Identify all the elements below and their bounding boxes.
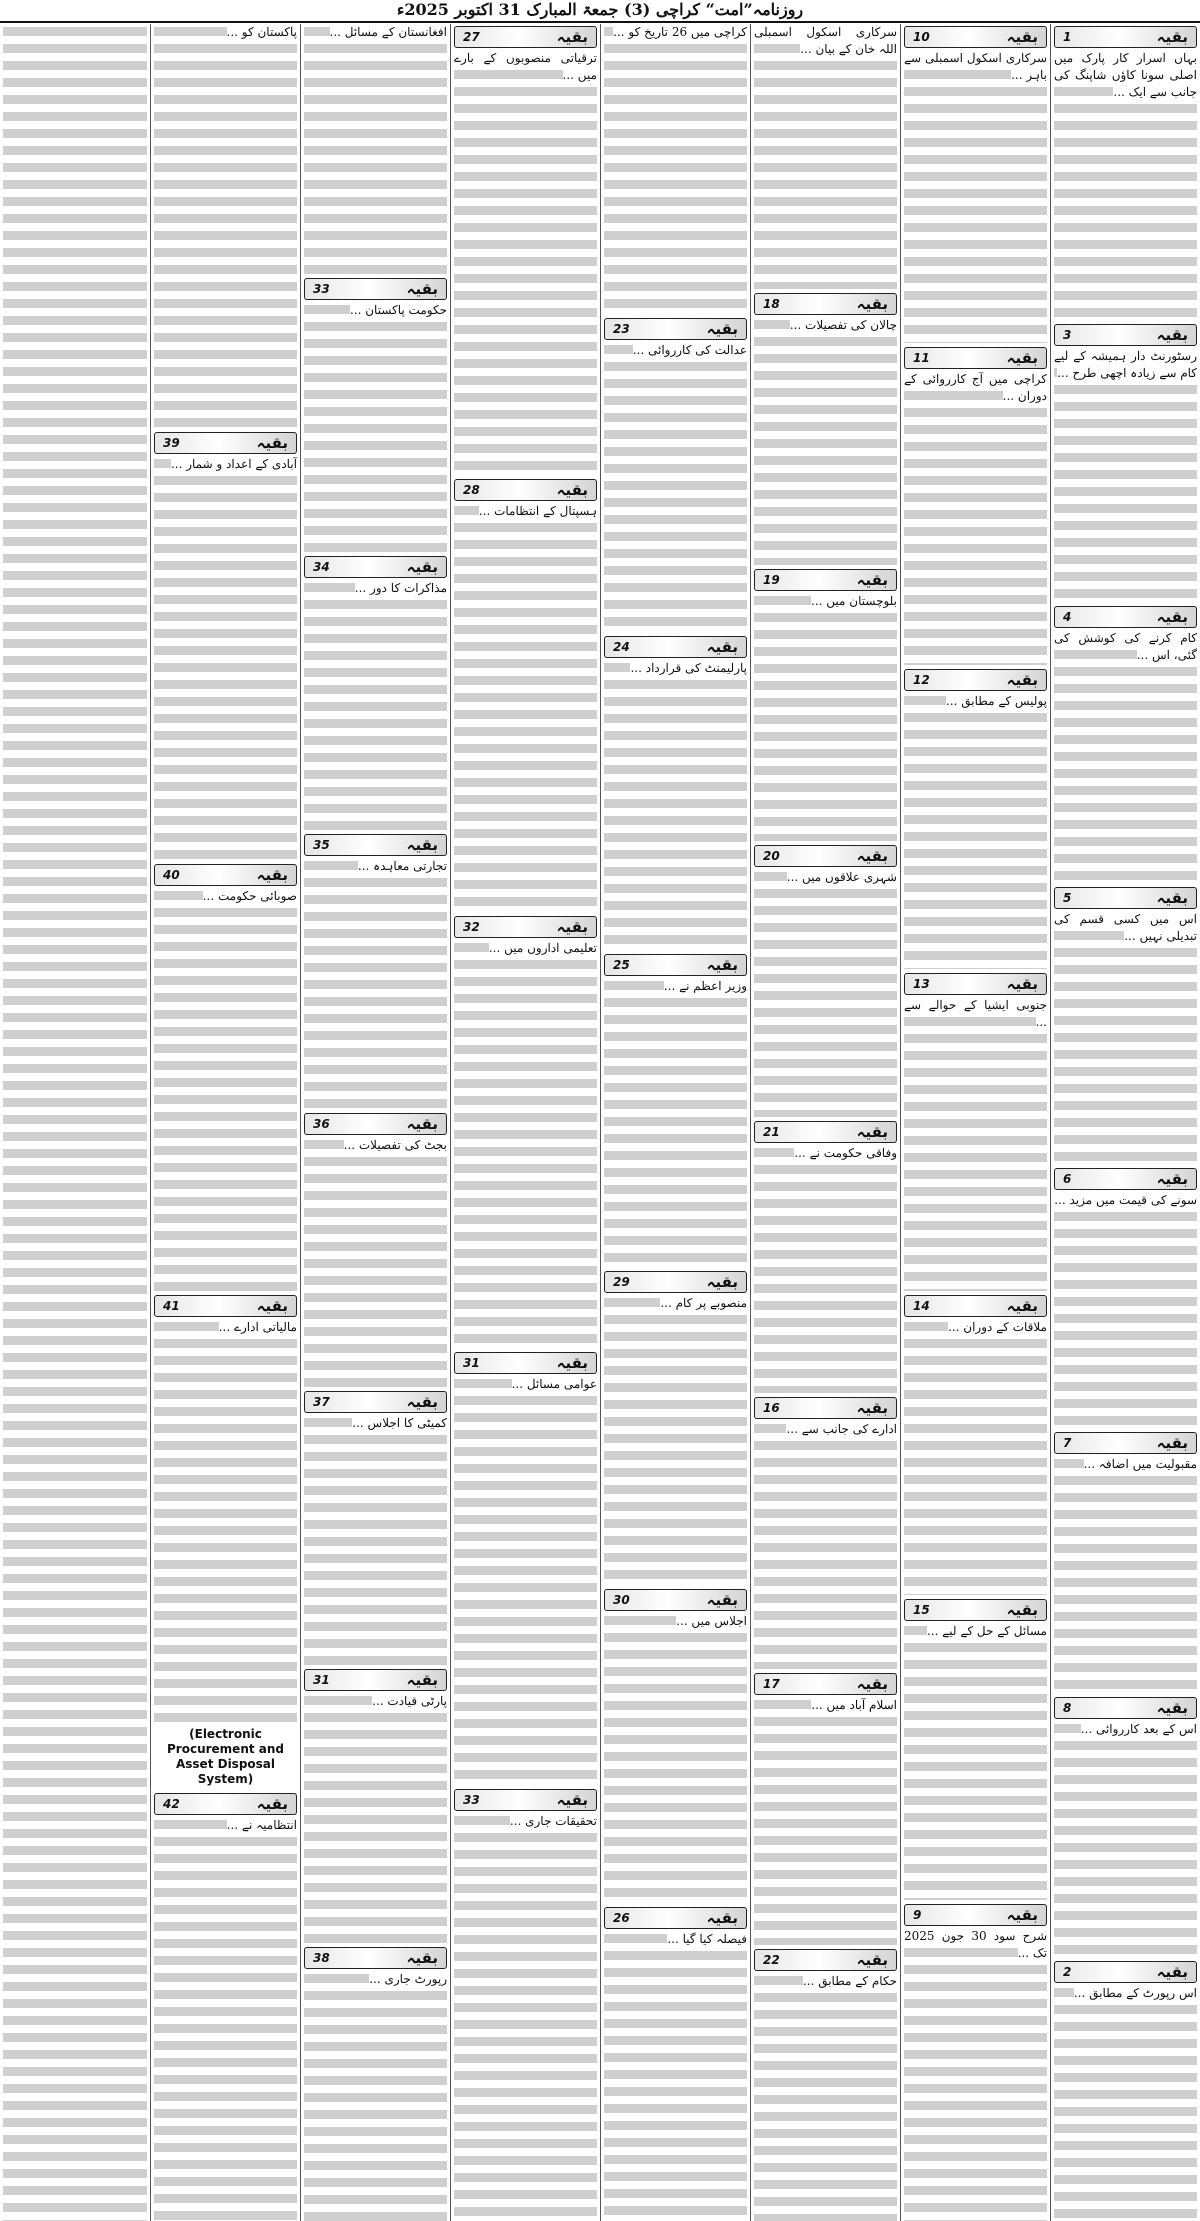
continuation-label: بقیہ [406,558,438,577]
continuation-number: 33 [313,282,330,297]
continuation-label: بقیہ [556,28,588,46]
continuation-header [904,1904,1047,1926]
continuation-label: بقیہ [856,295,888,313]
continuation-label: بقیہ [706,637,738,656]
continuation-article [904,1293,1047,1595]
continuation-article [304,276,447,552]
continuation-header [154,1295,297,1317]
article-body [1054,911,1197,1164]
article-text: ترقیاتی منصوبوں کے بارے میں ... [454,51,597,82]
article-body [1054,1985,1197,2221]
article-body [604,660,747,950]
continuation-number: 6 [1063,1172,1072,1186]
continuation-article [454,1350,597,1784]
continuation-label: بقیہ [556,1354,588,1373]
continuation-number: 36 [313,1116,330,1131]
continuation-number: 20 [763,849,780,863]
article-text: اس کے بعد کارروائی ... [1080,1721,1197,1736]
newspaper-page [0,24,1200,2221]
continuation-number: 8 [1063,1700,1072,1715]
article-text: ہسپتال کے انتظامات ... [478,504,597,519]
continuation-article [304,554,447,830]
continuation-label: بقیہ [556,481,588,500]
article-text: بجٹ کی تفصیلات ... [343,1137,447,1152]
continuation-header [1054,887,1197,909]
continuation-label: بقیہ [1156,1170,1188,1188]
article-body [604,978,747,1268]
continuation-label: بقیہ [256,433,288,452]
continuation-label: بقیہ [1156,1698,1188,1717]
continuation-header [1054,26,1197,48]
continuation-header [304,1947,447,1969]
continuation-article [604,634,747,950]
continuation-article [904,971,1047,1290]
article-body [604,1613,747,1903]
continuation-number: 37 [313,1394,330,1409]
continuation-article [454,1787,597,2221]
article-text: ملاقات کے دوران ... [948,1319,1047,1334]
continuation-label: بقیہ [406,1670,438,1689]
article-body [454,940,597,1348]
article-body [904,693,1047,969]
continuation-label: بقیہ [406,1948,438,1967]
continuation-header [454,916,597,938]
continuation-header [604,636,747,658]
continuation-number: 41 [163,1299,180,1314]
masthead-title: روزنامہ”امت“ کراچی (3) جمعۃ المبارک 31 اکتوبر 2025ء [396,0,804,19]
continuation-article [604,1587,747,1903]
continuation-header [604,318,747,340]
article-body [904,1319,1047,1595]
article-body [754,593,897,841]
continuation-number: 40 [163,867,180,882]
article-body [604,1931,747,2221]
continuation-number: 25 [613,957,630,972]
continuation-label: بقیہ [1156,326,1188,345]
article-text: پارٹی قیادت ... [372,1693,447,1708]
article-body [604,342,747,632]
continuation-article [1054,604,1197,883]
continuation-number: 4 [1063,609,1072,624]
article-body [154,1817,297,2221]
continuation-article [1054,1695,1197,1957]
article-body [1054,1192,1197,1428]
article-text: جنوبی ایشیا کے حوالے سے ... [904,998,1047,1030]
continuation-number: 42 [163,1797,180,1812]
article-body [3,24,147,2221]
continuation-number: 39 [163,435,180,450]
article-text: مقبولیت میں اضافہ ... [1083,1457,1197,1472]
continuation-label: بقیہ [856,1123,888,1141]
continuation-header [1054,1961,1197,1983]
continuation-article [754,843,897,1117]
continuation-label: بقیہ [406,1114,438,1133]
continuation-number: 7 [1063,1436,1072,1451]
continuation-number: 11 [913,351,930,366]
news-column [900,24,1050,2221]
continuation-header [604,954,747,976]
article-text: اسلام آباد میں ... [811,1698,897,1712]
continuation-header [604,1271,747,1293]
continuation-header [1054,1432,1197,1454]
continuation-number: 15 [913,1603,930,1618]
article-body [304,1693,447,1943]
article-body [454,1376,597,1784]
article-body [754,1697,897,1945]
continuation-article [904,1902,1047,2221]
continuation-article [1054,24,1197,320]
continuation-article [304,24,447,274]
article-body [1054,1456,1197,1692]
continuation-label: بقیہ [406,280,438,299]
continuation-number: 5 [1063,890,1072,905]
continuation-label: بقیہ [1006,1905,1038,1924]
article-body [754,1421,897,1669]
continuation-article [1054,322,1197,601]
continuation-label: بقیہ [256,865,288,884]
article-text: پاکستان کو ... [226,25,297,39]
article-text: تجارتی معاہدہ ... [357,859,447,874]
continuation-label: بقیہ [706,1591,738,1610]
continuation-label: بقیہ [1006,28,1038,46]
article-body [454,1813,597,2221]
continuation-label: بقیہ [556,917,588,936]
article-body [604,1295,747,1585]
continuation-number: 23 [613,321,630,336]
article-text: کراچی میں آج کارروائی کے دوران ... [904,372,1047,404]
article-text: افغانستان کے مسائل ... [329,25,447,39]
continuation-header [754,1397,897,1419]
continuation-header [1054,324,1197,346]
continuation-label: بقیہ [1156,888,1188,907]
continuation-article [604,1269,747,1585]
article-body [1054,630,1197,883]
news-column [450,24,600,2221]
article-body [904,1928,1047,2221]
news-column [1050,24,1200,2221]
article-body [1054,348,1197,601]
article-text: انتظامیہ نے ... [226,1818,297,1833]
article-text: کمیٹی کا اجلاس ... [352,1415,447,1430]
article-text: وفاقی حکومت نے ... [794,1146,897,1160]
continuation-number: 13 [913,977,930,992]
continuation-number: 34 [313,560,330,575]
continuation-number: 30 [613,1593,630,1608]
continuation-article [304,1111,447,1387]
article-body [154,456,297,860]
continuation-label: بقیہ [1156,1962,1188,1981]
continuation-label: بقیہ [256,1795,288,1814]
continuation-label: بقیہ [556,1790,588,1809]
continuation-label: بقیہ [856,1675,888,1693]
continuation-label: بقیہ [1006,975,1038,994]
article-text: مسائل کے حل کے لیے ... [926,1624,1047,1639]
news-column [750,24,900,2221]
article-text: صوبائی حکومت ... [202,888,297,903]
article-text: آبادی کے اعداد و شمار ... [170,456,297,471]
article-body [304,1971,447,2221]
article-text: مالیاتی ادارے ... [218,1320,297,1335]
article-body [304,858,447,1108]
continuation-header [454,479,597,501]
article-text: اس میں کسی قسم کی تبدیلی نہیں ... [1054,911,1197,943]
continuation-article [904,345,1047,664]
continuation-header [304,278,447,300]
continuation-number: 1 [1063,30,1072,44]
article-body [304,302,447,552]
continuation-header [304,1669,447,1691]
article-body [754,24,897,289]
continuation-article [154,862,297,1292]
article-body [454,50,597,475]
continuation-article [754,1947,897,2221]
continuation-label: بقیہ [1006,670,1038,689]
article-text: وزیر اعظم نے ... [663,978,747,993]
news-column [150,24,300,2221]
article-text: مذاکرات کا دور ... [354,581,447,596]
article-text: عوامی مسائل ... [511,1377,597,1392]
continuation-label: بقیہ [706,1273,738,1292]
continuation-article [604,1905,747,2221]
continuation-article [604,316,747,632]
article-text: حکومت پاکستان ... [349,303,447,318]
continuation-header [1054,606,1197,628]
continuation-header [1054,1697,1197,1719]
continuation-number: 26 [613,1911,630,1926]
article-body [754,869,897,1117]
continuation-label: بقیہ [1006,349,1038,368]
continuation-number: 19 [763,573,780,587]
continuation-label: بقیہ [706,1909,738,1928]
article-body [304,1137,447,1387]
continuation-article [904,667,1047,969]
masthead-divider [0,21,1200,23]
continuation-number: 38 [313,1950,330,1965]
article-text: پولیس کے مطابق ... [945,693,1047,708]
continuation-label: بقیہ [1156,607,1188,626]
continuation-header [754,845,897,867]
continuation-label: بقیہ [856,1399,888,1417]
continuation-header [754,1673,897,1695]
article-body [754,317,897,565]
continuation-header [904,1599,1047,1621]
continuation-number: 17 [763,1677,780,1691]
news-column [0,24,150,2221]
news-column [300,24,450,2221]
english-inline-term: (Electronic Procurement and Asset Disposal System) [154,1725,297,1789]
article-text: شرح سود 30 جون 2025 تک ... [904,1928,1047,1960]
article-body [604,24,747,314]
continuation-label: بقیہ [706,319,738,338]
continuation-label: بقیہ [256,1297,288,1316]
continuation-header [304,1113,447,1135]
article-body [1054,50,1197,320]
article-body [304,24,447,274]
continuation-header [1054,1168,1197,1190]
article-text: سرکاری اسکول اسمبلی سے باہر ... [904,51,1047,82]
continuation-article [904,24,1047,343]
continuation-header [604,1589,747,1611]
article-body [154,888,297,1292]
article-body [454,503,597,911]
continuation-number: 16 [763,1401,780,1415]
continuation-header [904,1295,1047,1317]
continuation-article [1054,885,1197,1164]
continuation-article [754,1671,897,1945]
article-body [154,24,297,428]
continuation-article [304,1667,447,1943]
continuation-number: 29 [613,1275,630,1290]
continuation-number: 32 [463,919,480,934]
continuation-header [904,973,1047,995]
continuation-number: 21 [763,1125,780,1139]
continuation-article [454,24,597,475]
continuation-header [754,1121,897,1143]
continuation-label: بقیہ [406,836,438,855]
article-body [304,580,447,830]
continuation-number: 31 [463,1356,480,1371]
article-text: اجلاس میں ... [676,1614,747,1629]
continuation-header [154,1793,297,1815]
article-body [904,997,1047,1290]
article-text: ادارے کی جانب سے ... [786,1422,897,1436]
continuation-header [154,432,297,454]
continuation-number: 22 [763,1953,780,1967]
continuation-article [754,291,897,565]
continuation-article [754,1395,897,1669]
continuation-article [154,1791,297,2221]
continuation-header [304,1391,447,1413]
article-text: تحقیقات جاری ... [509,1813,597,1828]
continuation-header [904,669,1047,691]
article-text: رسٹورنٹ دار ہمیشہ کے لیے کام سے زیادہ اچھی طرح ... [1054,349,1197,381]
continuation-label: بقیہ [1006,1296,1038,1315]
continuation-article [604,952,747,1268]
continuation-label: بقیہ [856,571,888,589]
continuation-header [454,1352,597,1374]
continuation-article [454,477,597,911]
continuation-number: 28 [463,483,480,498]
article-text: سرکاری اسکول اسمبلی اللہ خان کے بیان ... [754,25,897,56]
continuation-header [754,293,897,315]
continuation-article [304,1389,447,1665]
continuation-number: 33 [463,1792,480,1807]
continuation-article [1054,1430,1197,1692]
article-text: فیصلہ کیا گیا ... [667,1932,747,1947]
continuation-header [454,26,597,48]
continuation-article [154,1293,297,1723]
article-text: اس رپورٹ کے مطابق ... [1073,1985,1197,2000]
continuation-article [904,1597,1047,1899]
article-text: رپورٹ جاری ... [369,1971,447,1986]
continuation-label: بقیہ [1156,28,1188,46]
continuation-number: 9 [913,1907,922,1922]
article-text: چالان کی تفصیلات ... [789,318,897,332]
continuation-number: 18 [763,297,780,311]
article-text: منصوبے پر کام ... [660,1296,747,1311]
continuation-article [604,24,747,314]
continuation-article [454,914,597,1348]
article-body [754,1973,897,2221]
continuation-label: بقیہ [856,847,888,865]
continuation-article [754,24,897,289]
article-text: تعلیمی اداروں میں ... [488,940,597,955]
continuation-label: بقیہ [1006,1601,1038,1620]
continuation-label: بقیہ [706,955,738,974]
article-text: کراچی میں 26 تاریخ کو ... [613,25,747,39]
continuation-number: 27 [463,30,480,44]
continuation-article [754,567,897,841]
article-body [154,1319,297,1723]
article-text: پارلیمنٹ کی قرارداد ... [630,660,747,675]
continuation-number: 14 [913,1298,930,1313]
continuation-number: 31 [313,1672,330,1687]
continuation-header [754,569,897,591]
continuation-header [904,347,1047,369]
continuation-header [304,834,447,856]
article-text: کام کرنے کی کوشش کی گئی، اس ... [1054,630,1197,662]
news-column [600,24,750,2221]
continuation-header [754,1949,897,1971]
continuation-article [754,1119,897,1393]
article-text: شہری علاقوں میں ... [786,870,897,884]
article-text: بلوچستان میں ... [811,594,897,608]
article-text: حکام کے مطابق ... [802,1974,897,1988]
continuation-header [304,556,447,578]
article-body [304,1415,447,1665]
continuation-number: 3 [1063,328,1072,343]
article-text: بہاں اسرار کار پارک میں اصلی سونا کاؤں شاپنگ کی جانب سے ایک ... [1054,51,1197,99]
article-body [904,50,1047,343]
continuation-article [154,430,297,860]
continuation-article [304,1945,447,2221]
continuation-header [904,26,1047,48]
continuation-header [454,1789,597,1811]
continuation-number: 10 [913,30,930,44]
continuation-header [154,864,297,886]
continuation-article [1054,1959,1197,2221]
continuation-label: بقیہ [1156,1434,1188,1453]
article-body [754,1145,897,1393]
continuation-number: 35 [313,838,330,853]
continuation-number: 2 [1063,1964,1072,1979]
article-text: سونے کی قیمت میں مزید ... [1054,1193,1197,1207]
article-text: عدالت کی کارروائی ... [632,342,747,357]
continuation-article [304,832,447,1108]
continuation-number: 12 [913,672,930,687]
continuation-number: 24 [613,639,630,654]
continuation-label: بقیہ [856,1951,888,1969]
continuation-header [604,1907,747,1929]
continuation-label: بقیہ [406,1392,438,1411]
continuation-article [1054,1166,1197,1428]
continuation-article [154,24,297,428]
article-body [904,1623,1047,1899]
article-body [904,371,1047,664]
article-body [1054,1721,1197,1957]
